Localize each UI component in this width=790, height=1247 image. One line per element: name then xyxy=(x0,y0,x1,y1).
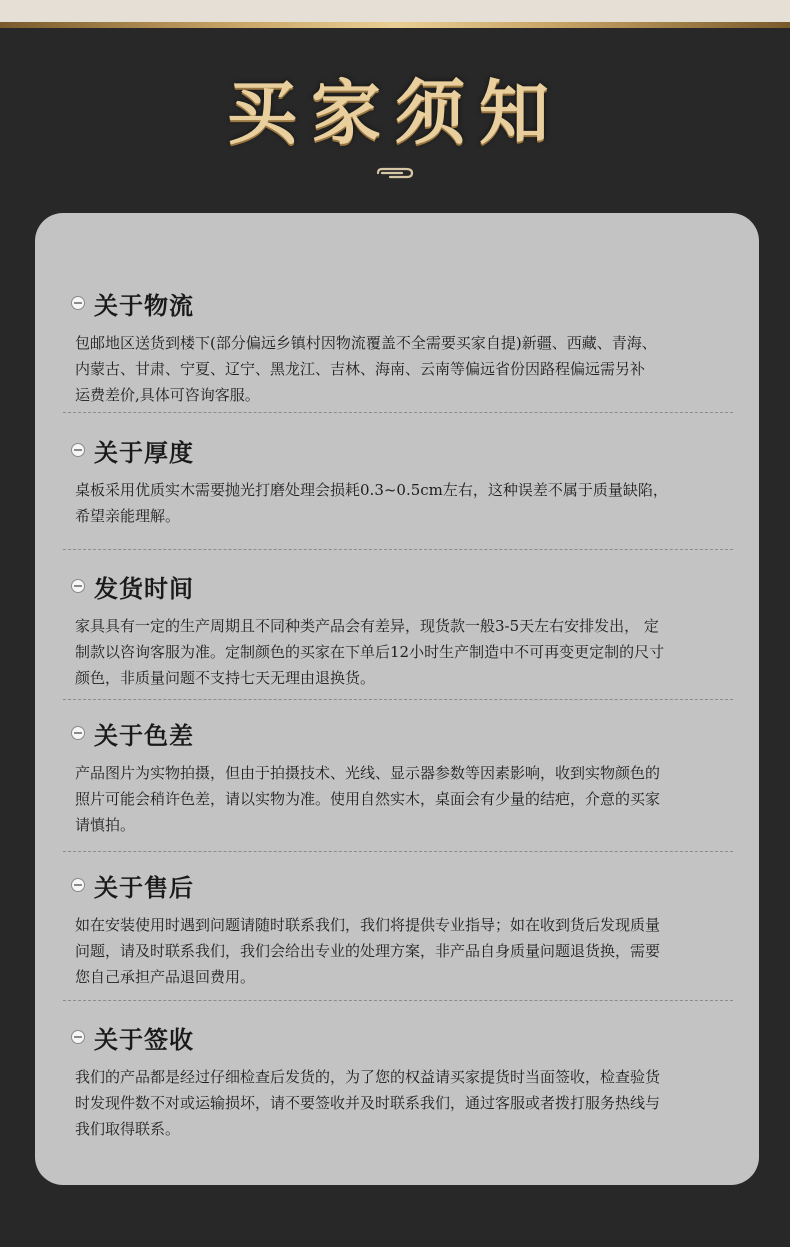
dashed-divider xyxy=(63,549,733,550)
section-header xyxy=(71,715,194,751)
section-title: 关于物流 xyxy=(94,290,194,320)
bullet-circle-icon xyxy=(71,1030,85,1044)
section-header xyxy=(71,867,194,903)
section-text: 如在安装使用时遇到问题请随时联系我们，我们将提供专业指导；如在收到货后发现质量 问题，请及时联系我们，我们会给出专业的处理方案，非产品自身质量问题退货换，需要 您自己承担产品退回费用。 xyxy=(75,916,661,986)
section-text: 我们的产品都是经过仔细检查后发货的，为了您的权益请买家提货时当面签收，检查验货 时发现件数不对或运输损坏，请不要签收并及时联系我们，通过客服或者拨打服务热线与 我们取得联系。 xyxy=(75,1068,661,1138)
section-title: 关于色差 xyxy=(94,720,194,750)
section-header xyxy=(71,1019,194,1055)
section-title: 关于签收 xyxy=(94,1024,194,1054)
section-text: 桌板采用优质实木需要抛光打磨处理会损耗0.3~0.5cm左右，这种误差不属于质量缺陷， 希望亲能理解。 xyxy=(75,481,668,525)
dashed-divider xyxy=(63,699,733,700)
bullet-circle-icon xyxy=(71,443,85,457)
section-text: 产品图片为实物拍摄，但由于拍摄技术、光线、显示器参数等因素影响，收到实物颜色的 照片可能会稍许色差，请以实物为准。使用自然实木，桌面会有少量的结疤，介意的买家 请慎拍。 xyxy=(75,764,661,834)
section-title: 关于厚度 xyxy=(94,437,194,467)
section-title: 关于售后 xyxy=(94,872,194,902)
cloud-ornament-icon xyxy=(376,166,414,180)
section-header xyxy=(71,285,194,321)
section-header xyxy=(71,568,194,604)
section-title: 发货时间 xyxy=(94,573,194,603)
bullet-circle-icon xyxy=(71,726,85,740)
notice-card xyxy=(35,213,759,1185)
bullet-circle-icon xyxy=(71,579,85,593)
dashed-divider xyxy=(63,851,733,852)
page-title: 买家须知 xyxy=(227,71,563,154)
bullet-circle-icon xyxy=(71,296,85,310)
section-text: 家具具有一定的生产周期且不同种类产品会有差异，现货款一般3-5天左右安排发出， 定 制款以咨询客服为准。定制颜色的买家在下单后12小时生产制造中不可再变更定制的尺寸 颜色，非质量问题不支持七天无理由退换货。 xyxy=(75,617,665,687)
bullet-circle-icon xyxy=(71,878,85,892)
dashed-divider xyxy=(63,412,733,413)
gold-divider-line xyxy=(0,22,790,28)
top-band xyxy=(0,0,790,22)
section-header xyxy=(71,432,194,468)
dashed-divider xyxy=(63,1000,733,1001)
section-text: 包邮地区送货到楼下(部分偏远乡镇村因物流覆盖不全需要买家自提)新疆、西藏、青海、 内蒙古、甘肃、宁夏、辽宁、黑龙江、吉林、海南、云南等偏远省份因路程偏远需另补 运费差价,具体可咨询客服。 xyxy=(75,334,657,404)
